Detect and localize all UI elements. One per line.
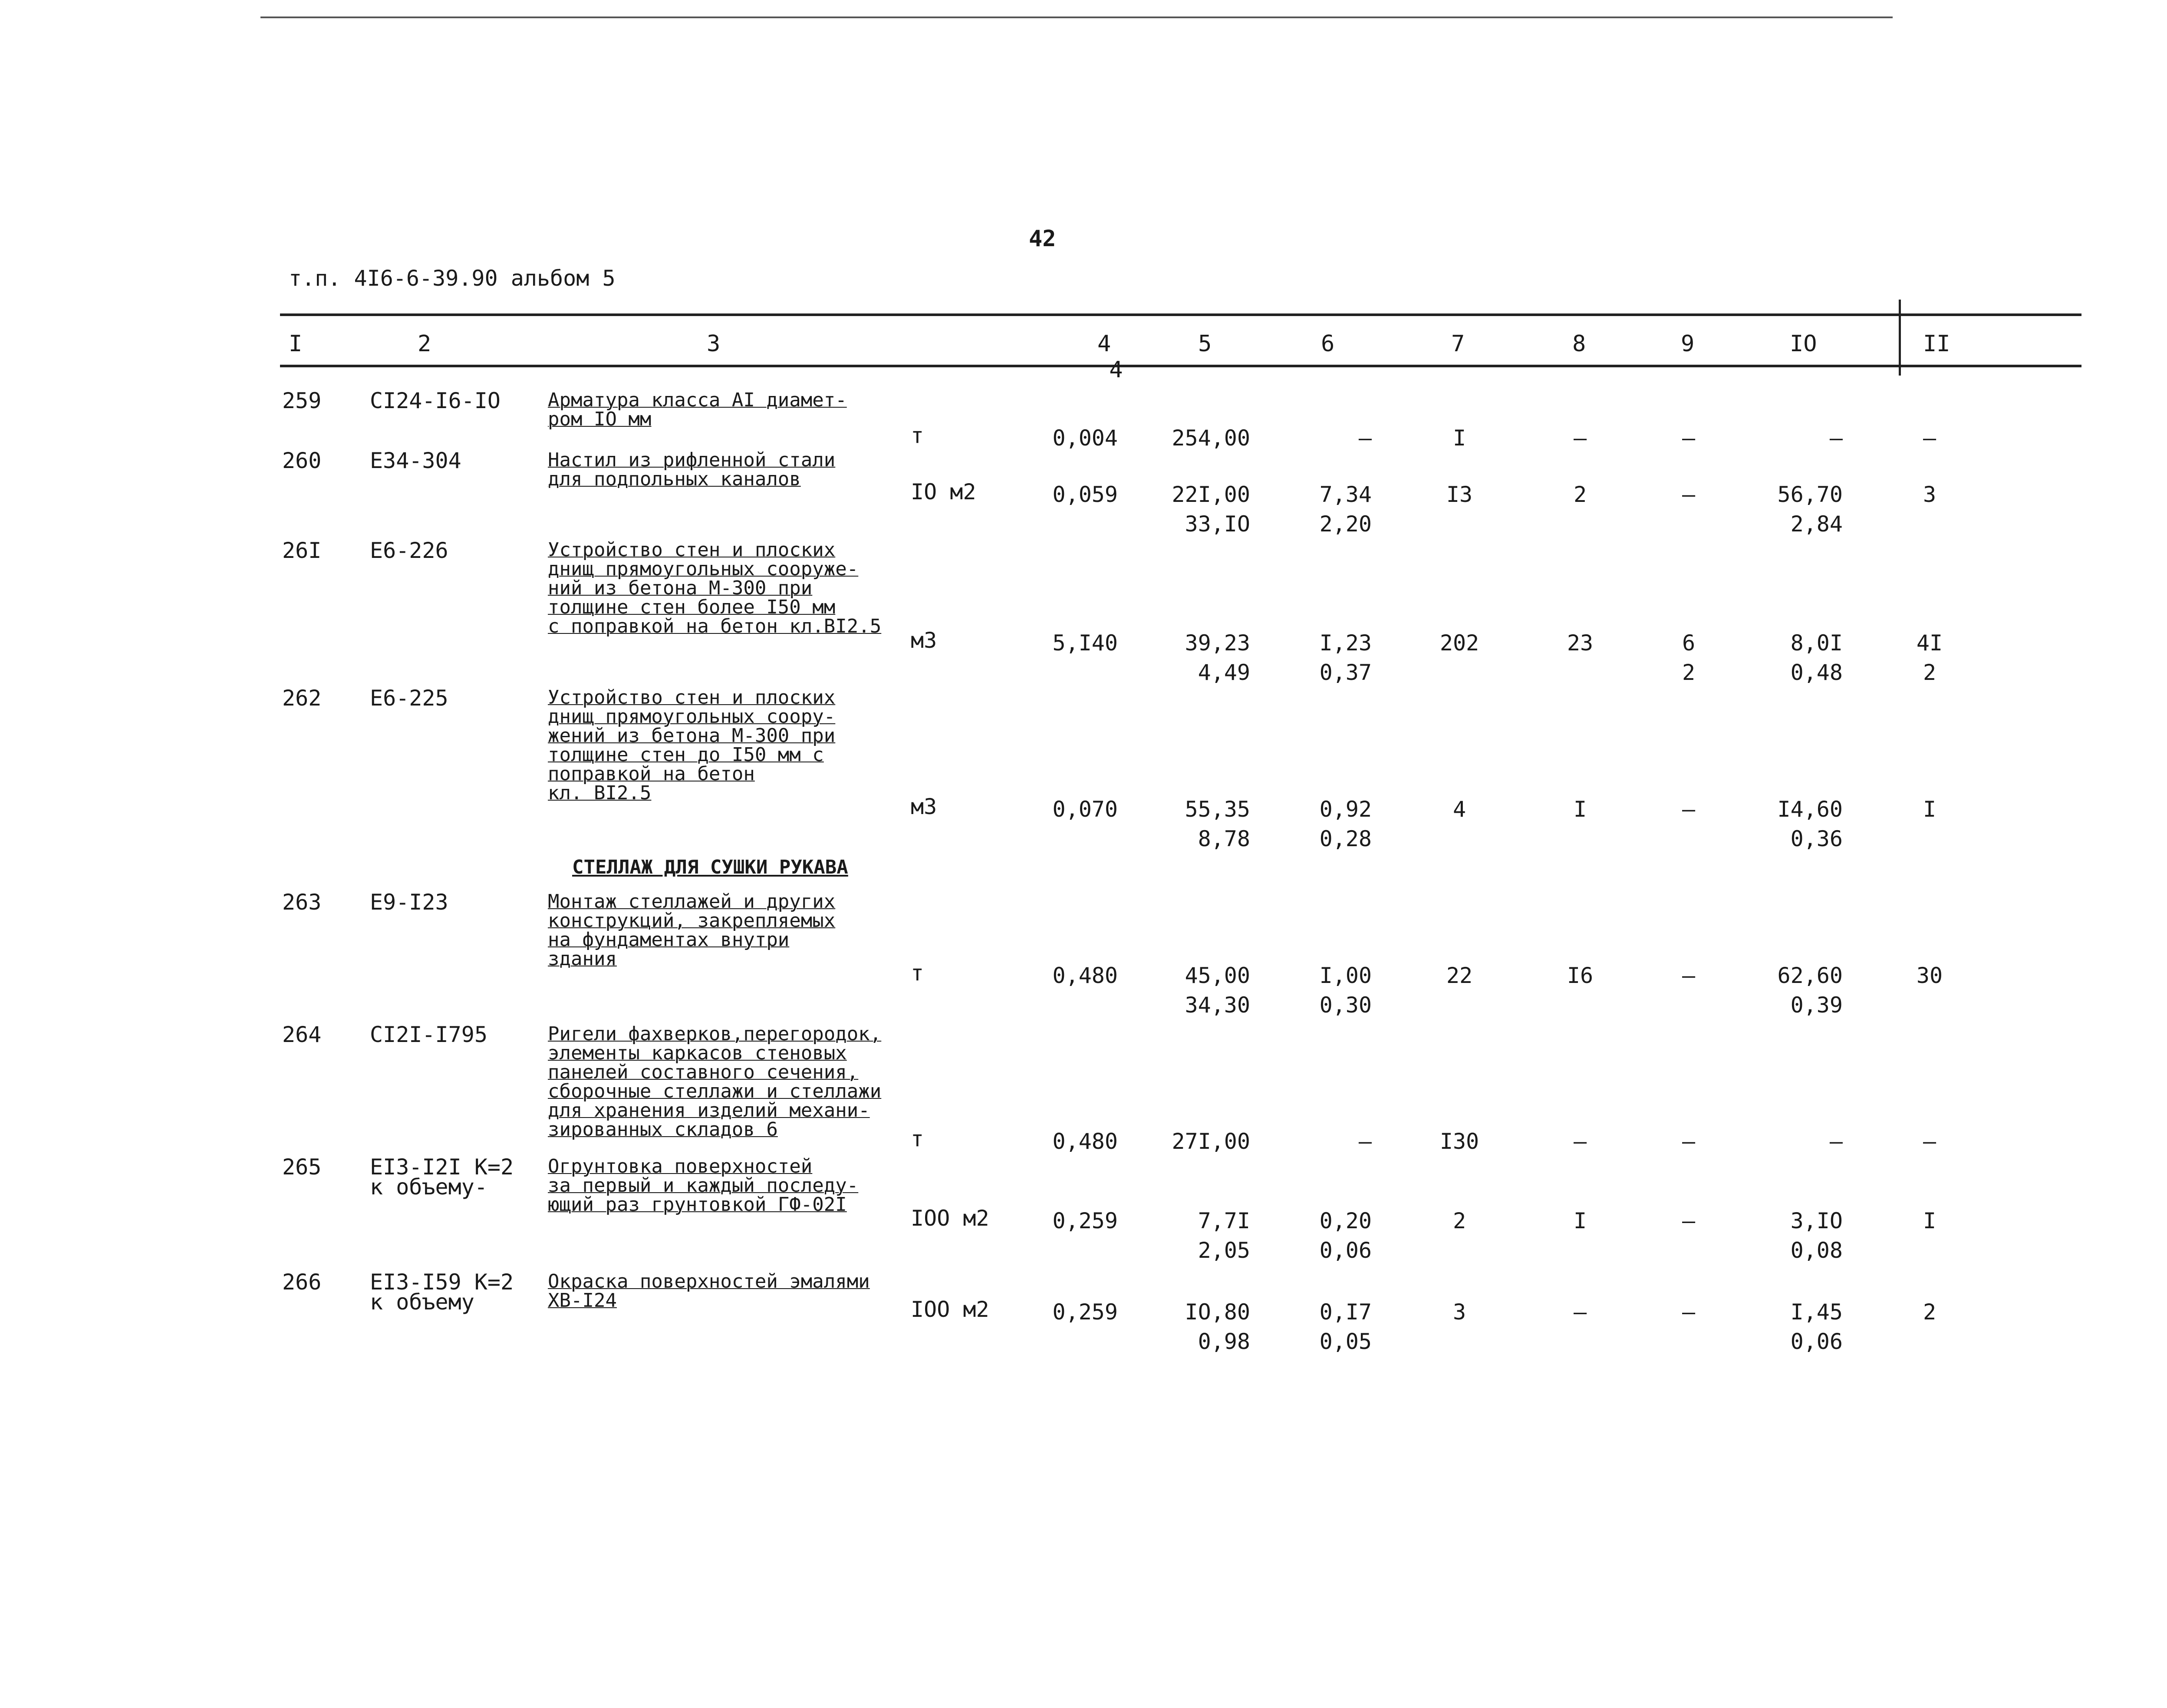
row-number: 262 bbox=[282, 686, 322, 711]
row-col9: — bbox=[1682, 425, 1696, 451]
row-number: 259 bbox=[282, 388, 322, 413]
row-col9: — bbox=[1682, 1208, 1696, 1233]
row-col7: 4 bbox=[1452, 797, 1466, 822]
row-col5-sub: 34,30 bbox=[1185, 992, 1250, 1018]
document-reference: т.п. 4I6-6-39.90 альбом 5 bbox=[289, 266, 616, 291]
row-unit: IOO м2 bbox=[911, 1297, 989, 1322]
row-quantity: 0,480 bbox=[1052, 1129, 1118, 1154]
row-col10-sub: 0,48 bbox=[1790, 660, 1843, 685]
row-description: Ригели фахверков,перегородок, элементы каркасов стеновых панелей составного сечения, сборочные стеллажи и стеллажи для хранения изделий механи- зированных складов 6 bbox=[548, 1023, 882, 1141]
row-number: 263 bbox=[282, 890, 322, 915]
row-code: E34-304 bbox=[370, 448, 461, 473]
row-col7: 2 bbox=[1452, 1208, 1466, 1233]
column-header-11: II bbox=[1923, 331, 1950, 357]
row-col10-sub: 0,06 bbox=[1790, 1329, 1843, 1354]
row-unit: м3 bbox=[911, 628, 937, 653]
row-description: Окраска поверхностей эмалями XB-I24 bbox=[548, 1270, 870, 1312]
row-col10-sub: 0,08 bbox=[1790, 1238, 1843, 1263]
table-header-rule bbox=[280, 365, 2081, 367]
row-col8: 2 bbox=[1573, 482, 1587, 507]
row-number: 265 bbox=[282, 1154, 322, 1180]
row-quantity: 0,259 bbox=[1052, 1299, 1118, 1325]
row-col5-sub: 0,98 bbox=[1198, 1329, 1250, 1354]
row-col10-sub: 0,39 bbox=[1790, 992, 1843, 1018]
row-unit: т bbox=[911, 960, 924, 986]
column-header-6: 6 bbox=[1321, 331, 1335, 357]
column-header-1: I bbox=[289, 331, 303, 357]
column-header-8: 8 bbox=[1572, 331, 1586, 357]
row-code: CI24-I6-IO bbox=[370, 388, 501, 413]
row-code: EI3-I2I K=2 к объему- bbox=[370, 1154, 514, 1200]
row-col5: 7,7I bbox=[1198, 1208, 1250, 1233]
row-col7: 3 bbox=[1452, 1299, 1466, 1325]
column-header-2: 2 bbox=[418, 331, 431, 357]
column-header-10: IO bbox=[1790, 331, 1817, 357]
row-col6: I,23 bbox=[1319, 630, 1372, 656]
row-col7: 22 bbox=[1446, 963, 1473, 988]
row-col8: — bbox=[1573, 1129, 1587, 1154]
column-header-4-label: 4 bbox=[1109, 357, 1123, 383]
row-col9: — bbox=[1682, 963, 1696, 988]
row-quantity: 0,070 bbox=[1052, 797, 1118, 822]
row-code: EI3-I59 K=2 к объему bbox=[370, 1269, 514, 1315]
row-col9: — bbox=[1682, 797, 1696, 822]
row-col8: 23 bbox=[1567, 630, 1594, 656]
row-col10: — bbox=[1829, 1129, 1843, 1154]
row-col5-sub: 33,IO bbox=[1185, 511, 1250, 537]
row-col5-sub: 8,78 bbox=[1198, 826, 1250, 851]
row-col9: — bbox=[1682, 482, 1696, 507]
row-number: 266 bbox=[282, 1269, 322, 1295]
row-col8: I6 bbox=[1567, 963, 1594, 988]
row-col8: — bbox=[1573, 425, 1587, 451]
row-col7: I3 bbox=[1446, 482, 1473, 507]
row-col10-sub: 0,36 bbox=[1790, 826, 1843, 851]
row-col11: 30 bbox=[1916, 963, 1943, 988]
row-col5: IO,80 bbox=[1185, 1299, 1250, 1325]
row-description: Устройство стен и плоских днищ прямоугольных сооруже- ний из бетона М-300 при толщине стен более I50 мм с поправкой на бетон кл.BI2.5 bbox=[548, 539, 882, 637]
row-col8: I bbox=[1573, 797, 1587, 822]
row-unit: IOO м2 bbox=[911, 1206, 989, 1231]
row-col6: 0,I7 bbox=[1319, 1299, 1372, 1325]
row-col7: I bbox=[1452, 425, 1466, 451]
row-col10: 62,60 bbox=[1777, 963, 1843, 988]
row-description: Монтаж стеллажей и других конструкций, закрепляемых на фундаментах внутри здания bbox=[548, 890, 836, 970]
row-description: Арматура класса AI диамет- ром IO мм bbox=[548, 389, 847, 430]
page-number: 42 bbox=[1029, 226, 1056, 252]
row-unit: м3 bbox=[911, 794, 937, 819]
row-col6: — bbox=[1358, 425, 1372, 451]
row-col5-sub: 2,05 bbox=[1198, 1238, 1250, 1263]
row-quantity: 0,004 bbox=[1052, 425, 1118, 451]
row-col6-sub: 0,06 bbox=[1319, 1238, 1372, 1263]
row-col7: I30 bbox=[1439, 1129, 1479, 1154]
row-col5: 45,00 bbox=[1185, 963, 1250, 988]
column-divider bbox=[1899, 300, 1901, 376]
row-col6-sub: 0,30 bbox=[1319, 992, 1372, 1018]
row-code: E9-I23 bbox=[370, 890, 448, 915]
column-header-4-repeat: 4 bbox=[1097, 331, 1111, 357]
row-number: 260 bbox=[282, 448, 322, 473]
row-col9: — bbox=[1682, 1129, 1696, 1154]
row-code: CI2I-I795 bbox=[370, 1022, 487, 1047]
row-col11: — bbox=[1923, 425, 1936, 451]
row-col6-sub: 0,28 bbox=[1319, 826, 1372, 851]
row-col6: — bbox=[1358, 1129, 1372, 1154]
column-header-4 bbox=[1055, 331, 1123, 409]
row-col7: 202 bbox=[1439, 630, 1479, 656]
row-col8: — bbox=[1573, 1299, 1587, 1325]
row-quantity: 5,I40 bbox=[1052, 630, 1118, 656]
row-col6-sub: 0,37 bbox=[1319, 660, 1372, 685]
row-col11: 3 bbox=[1923, 482, 1936, 507]
row-col10-sub: 2,84 bbox=[1790, 511, 1843, 537]
row-col10: I,45 bbox=[1790, 1299, 1843, 1325]
column-header-9: 9 bbox=[1681, 331, 1695, 357]
row-col9-sub: 2 bbox=[1682, 660, 1696, 685]
row-description: Огрунтовка поверхностей за первый и каждый последу- ющий раз грунтовкой ГФ-02I bbox=[548, 1155, 859, 1216]
row-col5: 22I,00 bbox=[1172, 482, 1250, 507]
row-col6: I,00 bbox=[1319, 963, 1372, 988]
row-col6-sub: 2,20 bbox=[1319, 511, 1372, 537]
row-number: 26I bbox=[282, 538, 322, 563]
row-col5-sub: 4,49 bbox=[1198, 660, 1250, 685]
row-col5: 27I,00 bbox=[1172, 1129, 1250, 1154]
row-col5: 254,00 bbox=[1172, 425, 1250, 451]
row-code: E6-226 bbox=[370, 538, 448, 563]
column-header-5: 5 bbox=[1198, 331, 1212, 357]
row-unit: IO м2 bbox=[911, 479, 976, 504]
row-col6-sub: 0,05 bbox=[1319, 1329, 1372, 1354]
row-quantity: 0,259 bbox=[1052, 1208, 1118, 1233]
row-col10: 56,70 bbox=[1777, 482, 1843, 507]
row-col6: 0,92 bbox=[1319, 797, 1372, 822]
row-col10: I4,60 bbox=[1777, 797, 1843, 822]
row-col9: — bbox=[1682, 1299, 1696, 1325]
row-code: E6-225 bbox=[370, 686, 448, 711]
row-description: Настил из рифленной стали для подпольных каналов bbox=[548, 449, 836, 490]
table-top-rule bbox=[280, 313, 2081, 316]
row-quantity: 0,059 bbox=[1052, 482, 1118, 507]
row-description: Устройство стен и плоских днищ прямоугольных соору- жений из бетона М-300 при толщине стен до I50 мм с поправкой на бетон кл. BI2.5 bbox=[548, 686, 836, 804]
row-col11: I bbox=[1923, 797, 1936, 822]
top-edge-line bbox=[260, 16, 1893, 18]
row-col10: 8,0I bbox=[1790, 630, 1843, 656]
row-col11: I bbox=[1923, 1208, 1936, 1233]
row-col11: 4I bbox=[1916, 630, 1943, 656]
column-header-7: 7 bbox=[1451, 331, 1465, 357]
row-col10: — bbox=[1829, 425, 1843, 451]
row-col5: 39,23 bbox=[1185, 630, 1250, 656]
row-col11: 2 bbox=[1923, 1299, 1936, 1325]
row-col11: — bbox=[1923, 1129, 1936, 1154]
row-col6: 0,20 bbox=[1319, 1208, 1372, 1233]
row-col6: 7,34 bbox=[1319, 482, 1372, 507]
row-unit: т bbox=[911, 1126, 924, 1151]
row-number: 264 bbox=[282, 1022, 322, 1047]
row-col11-sub: 2 bbox=[1923, 660, 1936, 685]
section-title: СТЕЛЛАЖ ДЛЯ СУШКИ РУКАВА bbox=[572, 856, 848, 878]
column-header-3: 3 bbox=[707, 331, 721, 357]
row-quantity: 0,480 bbox=[1052, 963, 1118, 988]
row-unit: т bbox=[911, 423, 924, 448]
row-col9: 6 bbox=[1682, 630, 1696, 656]
row-col10: 3,IO bbox=[1790, 1208, 1843, 1233]
row-col5: 55,35 bbox=[1185, 797, 1250, 822]
row-col8: I bbox=[1573, 1208, 1587, 1233]
